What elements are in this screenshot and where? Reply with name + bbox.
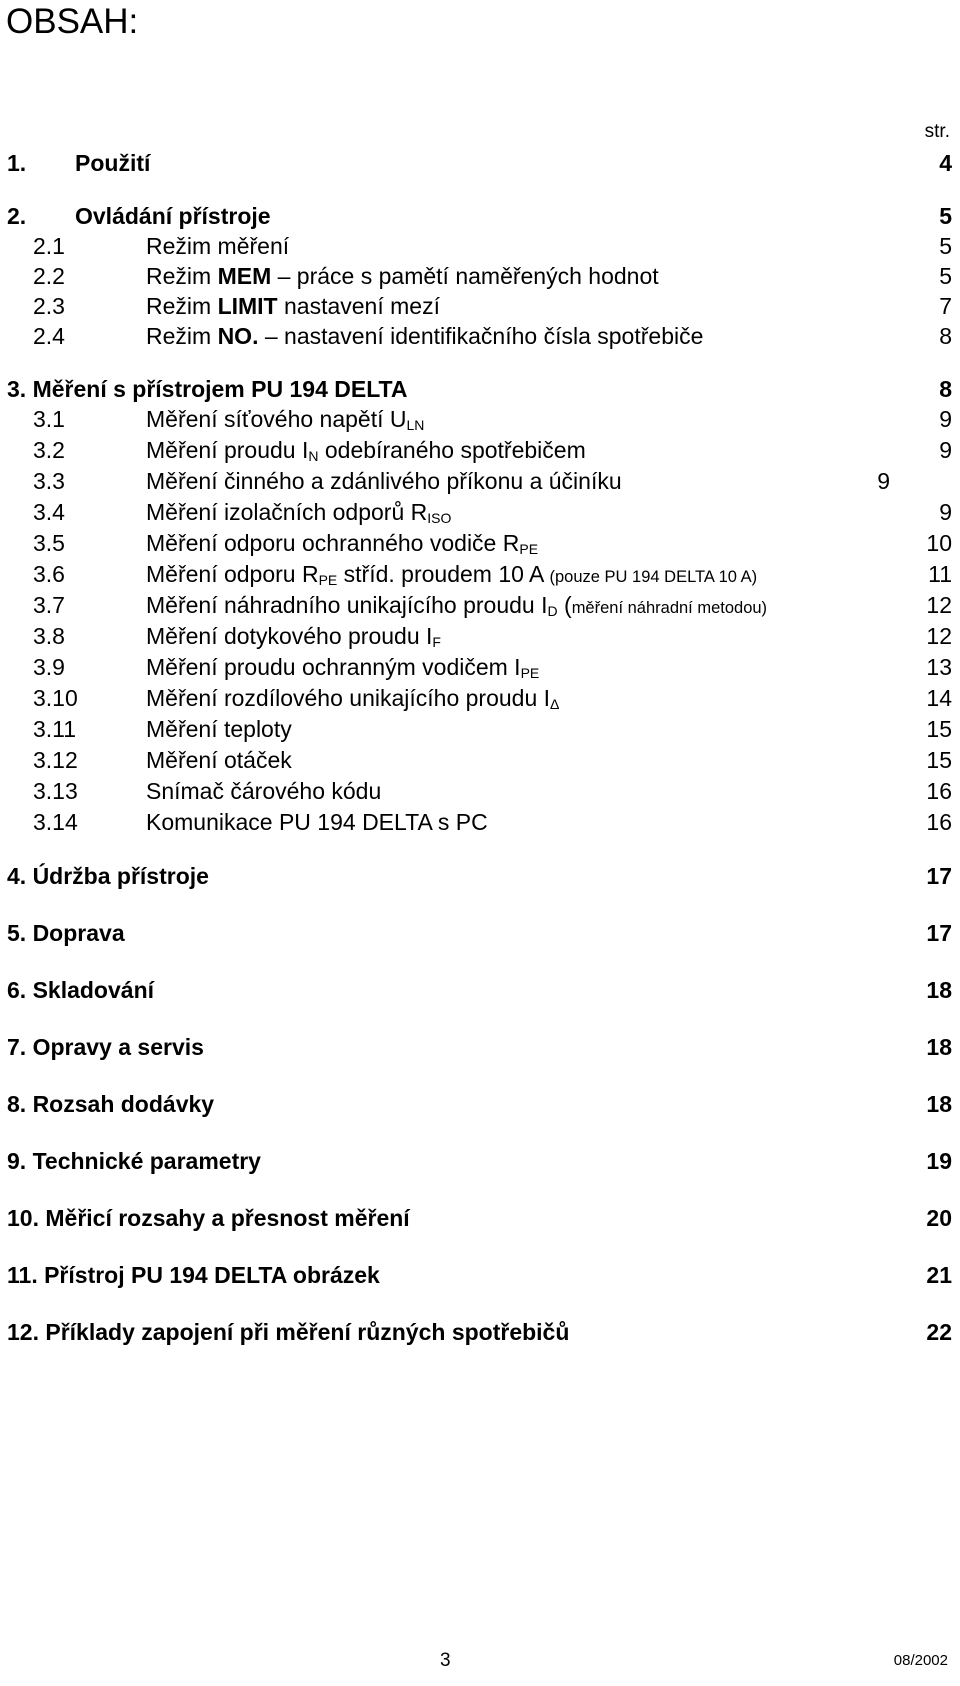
toc-title-post: stříd. proudem 10 A [337,561,550,587]
toc-section-1 [7,147,952,179]
toc-item-3-7 [33,589,952,621]
toc-title-post: odebíraného spotřebičem [318,437,586,463]
toc-title: 9. Technické parametry [7,1148,261,1174]
toc-title-post: nastavení mezí [277,293,440,319]
toc-title: Měření otáček [146,747,292,773]
toc-title: Měření činného a zdánlivého příkonu a účiníku [146,468,622,494]
toc-title-text: Měření dotykového proudu I [146,623,433,649]
toc-item-3-13 [33,775,952,807]
toc-title: 11. Přístroj PU 194 DELTA obrázek [7,1262,380,1288]
toc-page: 19 [926,1148,952,1174]
toc-title [146,589,767,624]
toc-title-text: Měření náhradního unikajícího proudu I [146,592,548,618]
toc-title [146,682,559,714]
toc-item-2-1 [33,230,952,262]
toc-title: Komunikace PU 194 DELTA s PC [146,809,488,835]
toc-page: 5 [939,263,952,289]
toc-title [146,290,440,322]
toc-item-2-2 [33,260,952,292]
toc-num: 1. [7,150,27,176]
toc-page: 18 [926,977,952,1003]
toc-title [146,403,424,435]
toc-title: 10. Měřicí rozsahy a přesnost měření [7,1205,410,1231]
toc-num: 3.6 [33,561,65,587]
toc-title: 4. Údržba přístroje [7,863,209,889]
toc-section-8 [7,1088,952,1120]
toc-page: 4 [939,150,952,176]
toc-item-3-4 [33,496,952,528]
toc-title: Režim měření [146,233,290,259]
toc-title: 12. Příklady zapojení při měření různých spotřebičů [7,1319,570,1345]
toc-title-pre: Režim [146,323,218,349]
toc-num: 3.2 [33,437,65,463]
toc-page: 10 [926,530,952,556]
toc-section-5 [7,917,952,949]
toc-subscript: F [432,634,441,650]
toc-num: 3.11 [33,716,77,742]
toc-title-text: Měření odporu ochranného vodiče R [146,530,520,556]
toc-subscript: ISO [427,510,452,526]
toc-section-4 [7,860,952,892]
toc-page: 21 [926,1262,952,1288]
toc-title [146,320,703,352]
toc-title-note: (pouze PU 194 DELTA 10 A) [549,568,758,586]
toc-item-3-1 [33,403,952,435]
toc-title-text: Měření rozdílového unikajícího proudu I [146,685,551,711]
toc-item-3-5 [33,527,952,559]
footer-date: 08/2002 [893,1652,948,1669]
toc-page: 13 [926,654,952,680]
toc-title-post: ( [557,592,572,618]
toc-num: 2.3 [33,293,65,319]
toc-item-3-8 [33,620,952,652]
toc-title-note: měření náhradní metodou) [571,599,768,617]
toc-title: 6. Skladování [7,977,155,1003]
toc-title: Snímač čárového kódu [146,778,382,804]
footer-page-number: 3 [440,1650,451,1671]
toc-page: 20 [926,1205,952,1231]
toc-item-2-4 [33,320,952,352]
toc-page: 12 [926,623,952,649]
toc-item-3-2 [33,434,952,466]
toc-title-bold: NO. [217,323,259,349]
toc-page: 16 [926,809,952,835]
toc-subscript: N [308,448,319,464]
toc-page: 15 [926,747,952,773]
toc-page: 15 [926,716,952,742]
toc-num: 3.12 [33,747,78,773]
toc-item-3-3 [33,465,952,497]
toc-title [146,651,539,683]
toc-page: 7 [939,293,952,319]
toc-title-pre: Režim [146,263,218,289]
toc-page: 9 [877,468,890,494]
toc-num: 2.1 [33,233,65,259]
toc-subscript: D [547,603,558,619]
toc-title-text: Měření proudu I [146,437,309,463]
page-title: OBSAH: [6,2,139,41]
toc-section-7 [7,1031,952,1063]
toc-title [146,434,586,466]
toc-num: 3.4 [33,499,65,525]
toc-title: Použití [75,150,151,176]
toc-page: 17 [926,920,952,946]
toc-title: 8. Rozsah dodávky [7,1091,215,1117]
toc-num: 3.3 [33,468,65,494]
toc-page: 8 [939,376,952,402]
toc-subscript: Δ [550,696,560,712]
toc-num: 2.4 [33,323,65,349]
toc-title [146,620,441,652]
toc-title: 7. Opravy a servis [7,1034,204,1060]
toc-page: 5 [939,203,952,229]
toc-section-2 [7,200,952,232]
toc-title-bold: LIMIT [217,293,278,319]
toc-item-3-6 [33,558,952,590]
toc-title-bold: MEM [217,263,272,289]
toc-num: 3.5 [33,530,65,556]
toc-page: 12 [926,592,952,618]
toc-title-pre: Režim [146,293,218,319]
toc-num: 3.7 [33,592,65,618]
toc-num: 2. [7,203,27,229]
toc-item-3-14 [33,806,952,838]
toc-item-3-9 [33,651,952,683]
toc-section-12 [7,1316,952,1348]
toc-title [146,558,757,593]
toc-num: 3.9 [33,654,65,680]
toc-page: 5 [939,233,952,259]
toc-num: 3.13 [33,778,78,804]
toc-section-10 [7,1202,952,1234]
toc-title-text: Měření proudu ochranným vodičem I [146,654,521,680]
toc-title: Ovládání přístroje [75,203,271,229]
toc-subscript: PE [318,572,338,588]
toc-title-text: Měření izolačních odporů R [146,499,428,525]
toc-subscript: PE [519,541,539,557]
toc-page: 22 [926,1319,952,1345]
toc-page: 14 [926,685,952,711]
toc-num: 3.10 [33,685,78,711]
toc-section-6 [7,974,952,1006]
toc-title [146,260,659,292]
toc-title-text: Měření odporu R [146,561,319,587]
toc-item-3-12 [33,744,952,776]
toc-page: 8 [939,323,952,349]
toc-page: 18 [926,1091,952,1117]
toc-subscript: LN [406,417,425,433]
page-column-label: str. [924,121,950,142]
toc-page: 9 [939,406,952,432]
toc-title-post: – nastavení identifikačního čísla spotřebiče [258,323,704,349]
toc-num: 3.8 [33,623,65,649]
toc-title-text: Měření síťového napětí U [146,406,407,432]
toc-num: 2.2 [33,263,65,289]
toc-section-11 [7,1259,952,1291]
toc-page: 11 [928,561,952,587]
toc-title [146,527,538,559]
toc-page: 18 [926,1034,952,1060]
toc-item-3-11 [33,713,952,745]
toc-item-2-3 [33,290,952,322]
toc-num: 3.14 [33,809,78,835]
toc-page: 9 [939,437,952,463]
toc-title [146,496,451,528]
toc-section-3 [7,373,952,405]
toc-page: 9 [939,499,952,525]
toc-num: 3.1 [33,406,65,432]
toc-item-3-10 [33,682,952,714]
toc-page: 17 [926,863,952,889]
toc-title: 3. Měření s přístrojem PU 194 DELTA [7,376,408,402]
toc-title: Měření teploty [146,716,292,742]
toc-section-9 [7,1145,952,1177]
toc-title-post: – práce s pamětí naměřených hodnot [271,263,659,289]
toc-title: 5. Doprava [7,920,125,946]
toc-page: 16 [926,778,952,804]
toc-subscript: PE [520,665,540,681]
